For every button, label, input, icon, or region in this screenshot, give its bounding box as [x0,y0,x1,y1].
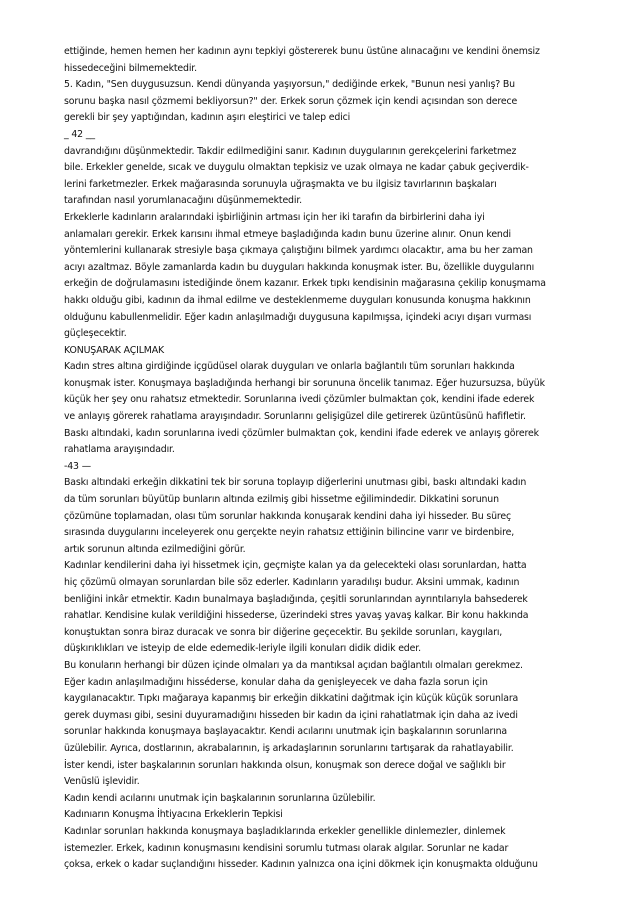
text-line: İster kendi, ister başkalarının sorunları hakkında olsun, konuşmak son derece doğal ve sağlıklı bir [64,759,506,771]
text-line: Bu konuların herhangi bir düzen içinde olmaları ya da mantıksal açıdan bağlantılı olmaları gerekmez. [64,659,523,671]
text-line: Eğer kadın anlaşılmadığını hisséderse, konular daha da genişleyecek ve daha fazla sorun için [64,676,488,688]
text-line: tarafından nasıl yorumlanacağını düşünmemektedir. [64,195,302,207]
text-line: rahatlar. Kendisine kulak verildiğini hissederse, üzerindeki stres yavaş yavaş kalkar. Bir konu hakkında [64,610,529,622]
text-line: Kadın kendi acılarını unutmak için başkalarının sorunlarına üzülebilir. [64,792,376,804]
text-line: bile. Erkekler genelde, sıcak ve duygulu olmaktan tepkisiz ve uzak olmaya ne kadar çabuk geçiverdik- [64,162,529,174]
text-line: konuşmak ister. Konuşmaya başladığında herhangi bir sorununa öncelik tanımaz. Eğer huzursuzsa, büyük [64,377,545,389]
text-line: gerek duyması gibi, sesini duyuramadığını hisseden bir kadın da içini rahatlatmak için daha az ivedi [64,709,518,721]
text-line: Baskı altındaki erkeğin dikkatini tek bir soruna toplayıp diğerlerini unutması gibi, baskı altındaki kadın [64,477,527,489]
text-line: sırasında duygularını inceleyerek onu gerçekte neyin rahatsız ettiğinin bilincine varır ve birdenbire, [64,527,515,539]
text-line: Kadınlar kendilerini daha iyi hissetmek için, geçmişte kalan ya da gelecekteki olası sorunlardan, hatta [64,560,527,572]
document-page [64,44,574,874]
text-line: -43 — [64,460,91,472]
text-line: Kadın stres altına girdiğinde içgüdüsel olarak duyguları ve onlarla bağlantılı tüm sorunları hakkında [64,361,515,373]
text-line: KONUŞARAK AÇILMAK [64,344,164,356]
text-line: istemezler. Erkek, kadının konuşmasını kendisini sorumlu tutması olarak algılar. Sorunlar ne kadar [64,842,509,854]
text-line: hiç çözümü olmayan sorunlardan bile söz ederler. Kadınların yaradılışı budur. Aksini ummak, kadının [64,577,520,588]
text-line: lerini farketmezler. Erkek mağarasında sorunuyla uğraşmakta ve bu ilgisiz tavırlarının başkaları [64,178,497,190]
text-line: hissedeceğini bilmemektedir. [64,62,197,74]
text-line: sorunu başka nasıl çözmemi bekliyorsun?" der. Erkek sorun çözmek için kendi açısından son derece [64,95,518,107]
text-line: üzülebilir. Ayrıca, dostlarının, akrabalarının, iş arkadaşlarının sorunlarını tartışarak da rahatlayabilir. [64,742,514,754]
text-line: hakkı olduğu gibi, kadının da ihmal edilme ve desteklenmeme duyguları konusunda konuşma hakkının [64,294,531,306]
text-line: konuştuktan sonra biraz duracak ve sonra bir diğerine geçecektir. Bu şekilde sorunları, kaygıları, [64,626,503,638]
text-line: küçük her şey onu rahatsız etmektedir. Sorunlarına ivedi çözümler bulmaktan çok, kendini ifade ederek [64,394,535,406]
text-line: 5. Kadın, "Sen duygusuzsun. Kendi dünyanda yaşıyorsun," dediğinde erkek, "Bunun nesi yanlış? Bu [64,79,515,91]
text-line: da tüm sorunları büyütüp bunların altında ezilmiş gibi hissetme eğilimindedir. Dikkatini sorunun [64,494,499,506]
text-line: Baskı altındaki, kadın sorunlarına ivedi çözümler bulmaktan çok, kendini ifade ederek ve anlayış görerek [64,427,539,439]
text-line: düşkırıklıkları ve isteyip de elde edemedik-leriyle ilgili konuları didik didik eder. [64,643,421,655]
text-line: anlamaları gerekir. Erkek karısını ihmal etmeye başladığında kadın bunu üzerine alınır. Onun kendi [64,228,511,240]
text-line: rahatlama arayışındadır. [64,444,175,456]
text-line: erkeğin de doğrulamasını istediğinde önem kazanır. Erkek tıpkı kendisinin mağarasına çekilip konuşmama [64,278,546,290]
text-line: yöntemlerini kullanarak stresiyle başa çıkmaya çalıştığını bilmek yardımcı olacaktır, ama bu her zaman [64,245,533,257]
text-line: ve anlayış görerek rahatlama arayışındadır. Sorunlarını gelişigüzel dile getirerek üzüntüsünü hafifletir. [64,411,526,423]
text-line: acıyı azaltmaz. Böyle zamanlarda kadın bu duyguları hakkında konuşmak ister. Bu, özellikle duygularını [64,261,535,273]
text-line: artık sorunun altında ezilmediğini görür. [64,543,246,555]
text-line: davrandığını düşünmektedir. Takdir edilmediğini sanır. Kadının duygularının gerekçelerini farketmez [64,145,517,157]
text-line: güçleşecektir. [64,328,127,340]
text-line: benliğini inkâr etmektir. Kadın bunalmaya başladığında, çeşitli sorunlarından ayrıntılarıyla bahsederek [64,593,528,605]
text-line: Kadınıarın Konuşma İhtiyacına Erkeklerin Tepkisi [64,809,283,821]
text-line: çözümüne toplamadan, olası tüm sorunlar hakkında konuşarak kendini daha iyi hisseder. Bu süreç [64,510,512,522]
text-line: _ 42 __ [64,128,95,140]
text-line: Erkeklerle kadınların aralarındaki işbirliğinin artması için her iki tarafın da birbirlerini daha iyi [64,211,485,223]
text-line: sorunlar hakkında konuşmaya başlayacaktır. Kendi acılarını unutmak için başkalarının sorunlarına [64,726,507,738]
text-line: gerekli bir şey yaptığından, kadının aşırı eleştirici ve talep edici [64,112,351,124]
text-line: ettiğinde, hemen hemen her kadının aynı tepkiyi göstererek bunu üstüne alınacağını ve kendini önemsiz [64,46,540,57]
text-line: Venüslü işlevidir. [64,776,140,788]
text-line: kaygılanacaktır. Tıpkı mağaraya kapanmış bir erkeğin dikkatini dağıtmak için küçük küçük sorunlara [64,693,519,705]
text-line: Kadınlar sorunları hakkında konuşmaya başladıklarında erkekler genellikle dinlemezler, dinlemek [64,825,506,837]
text-line: çoksa, erkek o kadar suçlandığını hisseder. Kadının yalnızca ona içini dökmek için konuşmakta olduğunu [64,859,538,871]
text-line: olduğunu kabullenmelidir. Eğer kadın anlaşılmadığı duygusuna kapılmışsa, içindeki acıyı dışarı vurması [64,311,532,323]
